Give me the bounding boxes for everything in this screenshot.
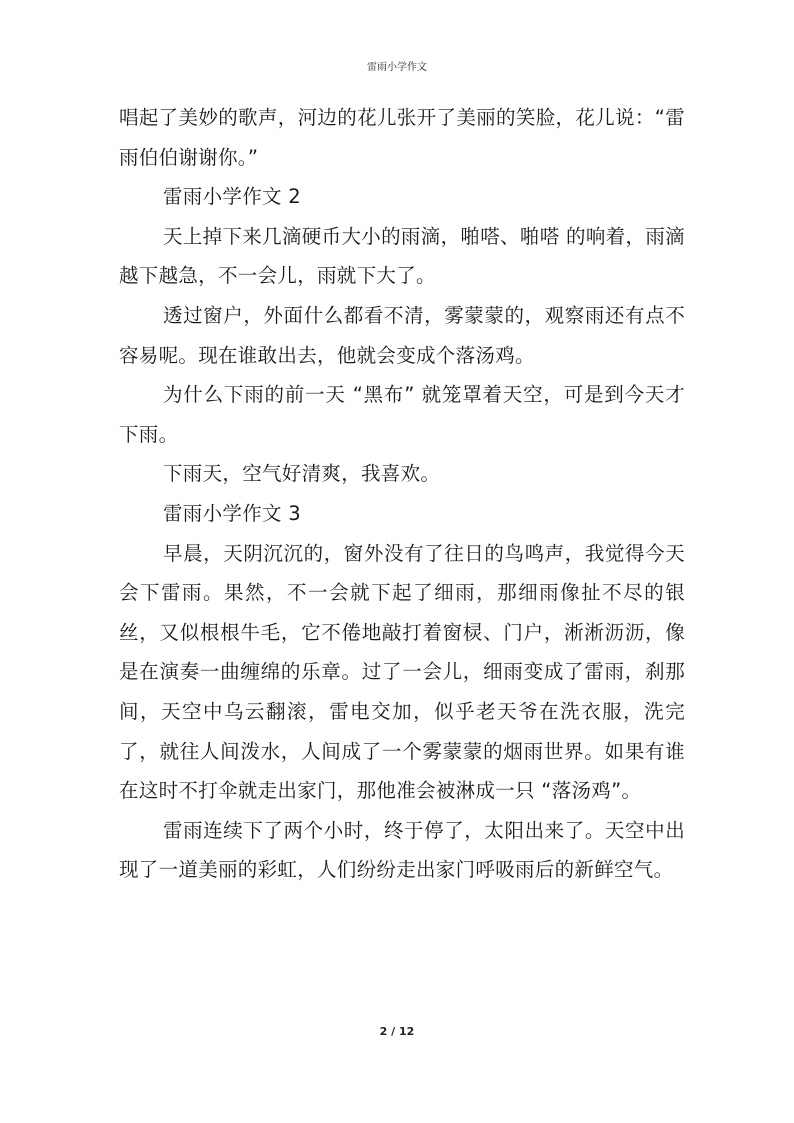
paragraph: 透过窗户，外面什么都看不清，雾蒙蒙的，观察雨还有点不容易呢。现在谁敢出去，他就会变成个落汤鸡。: [119, 303, 685, 367]
paragraph: 雷雨连续下了两个小时，终于停了，太阳出来了。天空中出现了一道美丽的彩虹，人们纷纷走出家门呼吸雨后的新鲜空气。: [119, 818, 685, 882]
running-header: 雷雨小学作文: [367, 62, 427, 73]
paragraph: 早晨，天阴沉沉的，窗外没有了往日的鸟鸣声，我觉得今天会下雷雨。果然，不一会就下起了细雨，那细雨像扯不尽的银丝，又似根根牛毛，它不倦地敲打着窗棂、门户，淅淅沥沥，像是在演奏一曲缠绵的乐章。过了一会儿，细雨变成了雷雨，刹那间，天空中乌云翻滚，雷电交加，似乎老天爷在洗衣服，洗完了，就往人间泼水，人间成了一个雾蒙蒙的烟雨世界。如果有谁在这时不打伞就走出家门，那他准会被淋成一只 “落汤鸡”。: [119, 541, 685, 803]
paragraph: 下雨天，空气好清爽，我喜欢。: [163, 462, 441, 486]
section-heading-2: 雷雨小学作文 2: [163, 185, 302, 209]
paragraph: 为什么下雨的前一天 “黑布” 就笼罩着天空，可是到今天才下雨。: [119, 383, 685, 446]
paragraph-continuation: 唱起了美妙的歌声，河边的花儿张开了美丽的笑脸，花儿说：“雷雨伯伯谢谢你。”: [119, 106, 685, 169]
paragraph: 天上掉下来几滴硬币大小的雨滴，啪嗒、啪嗒 的响着，雨滴越下越急，不一会儿，雨就下大了。: [119, 224, 685, 288]
section-heading-3: 雷雨小学作文 3: [163, 501, 302, 525]
page-number: 2 / 12: [379, 1025, 415, 1038]
body-text: [119, 98, 685, 890]
